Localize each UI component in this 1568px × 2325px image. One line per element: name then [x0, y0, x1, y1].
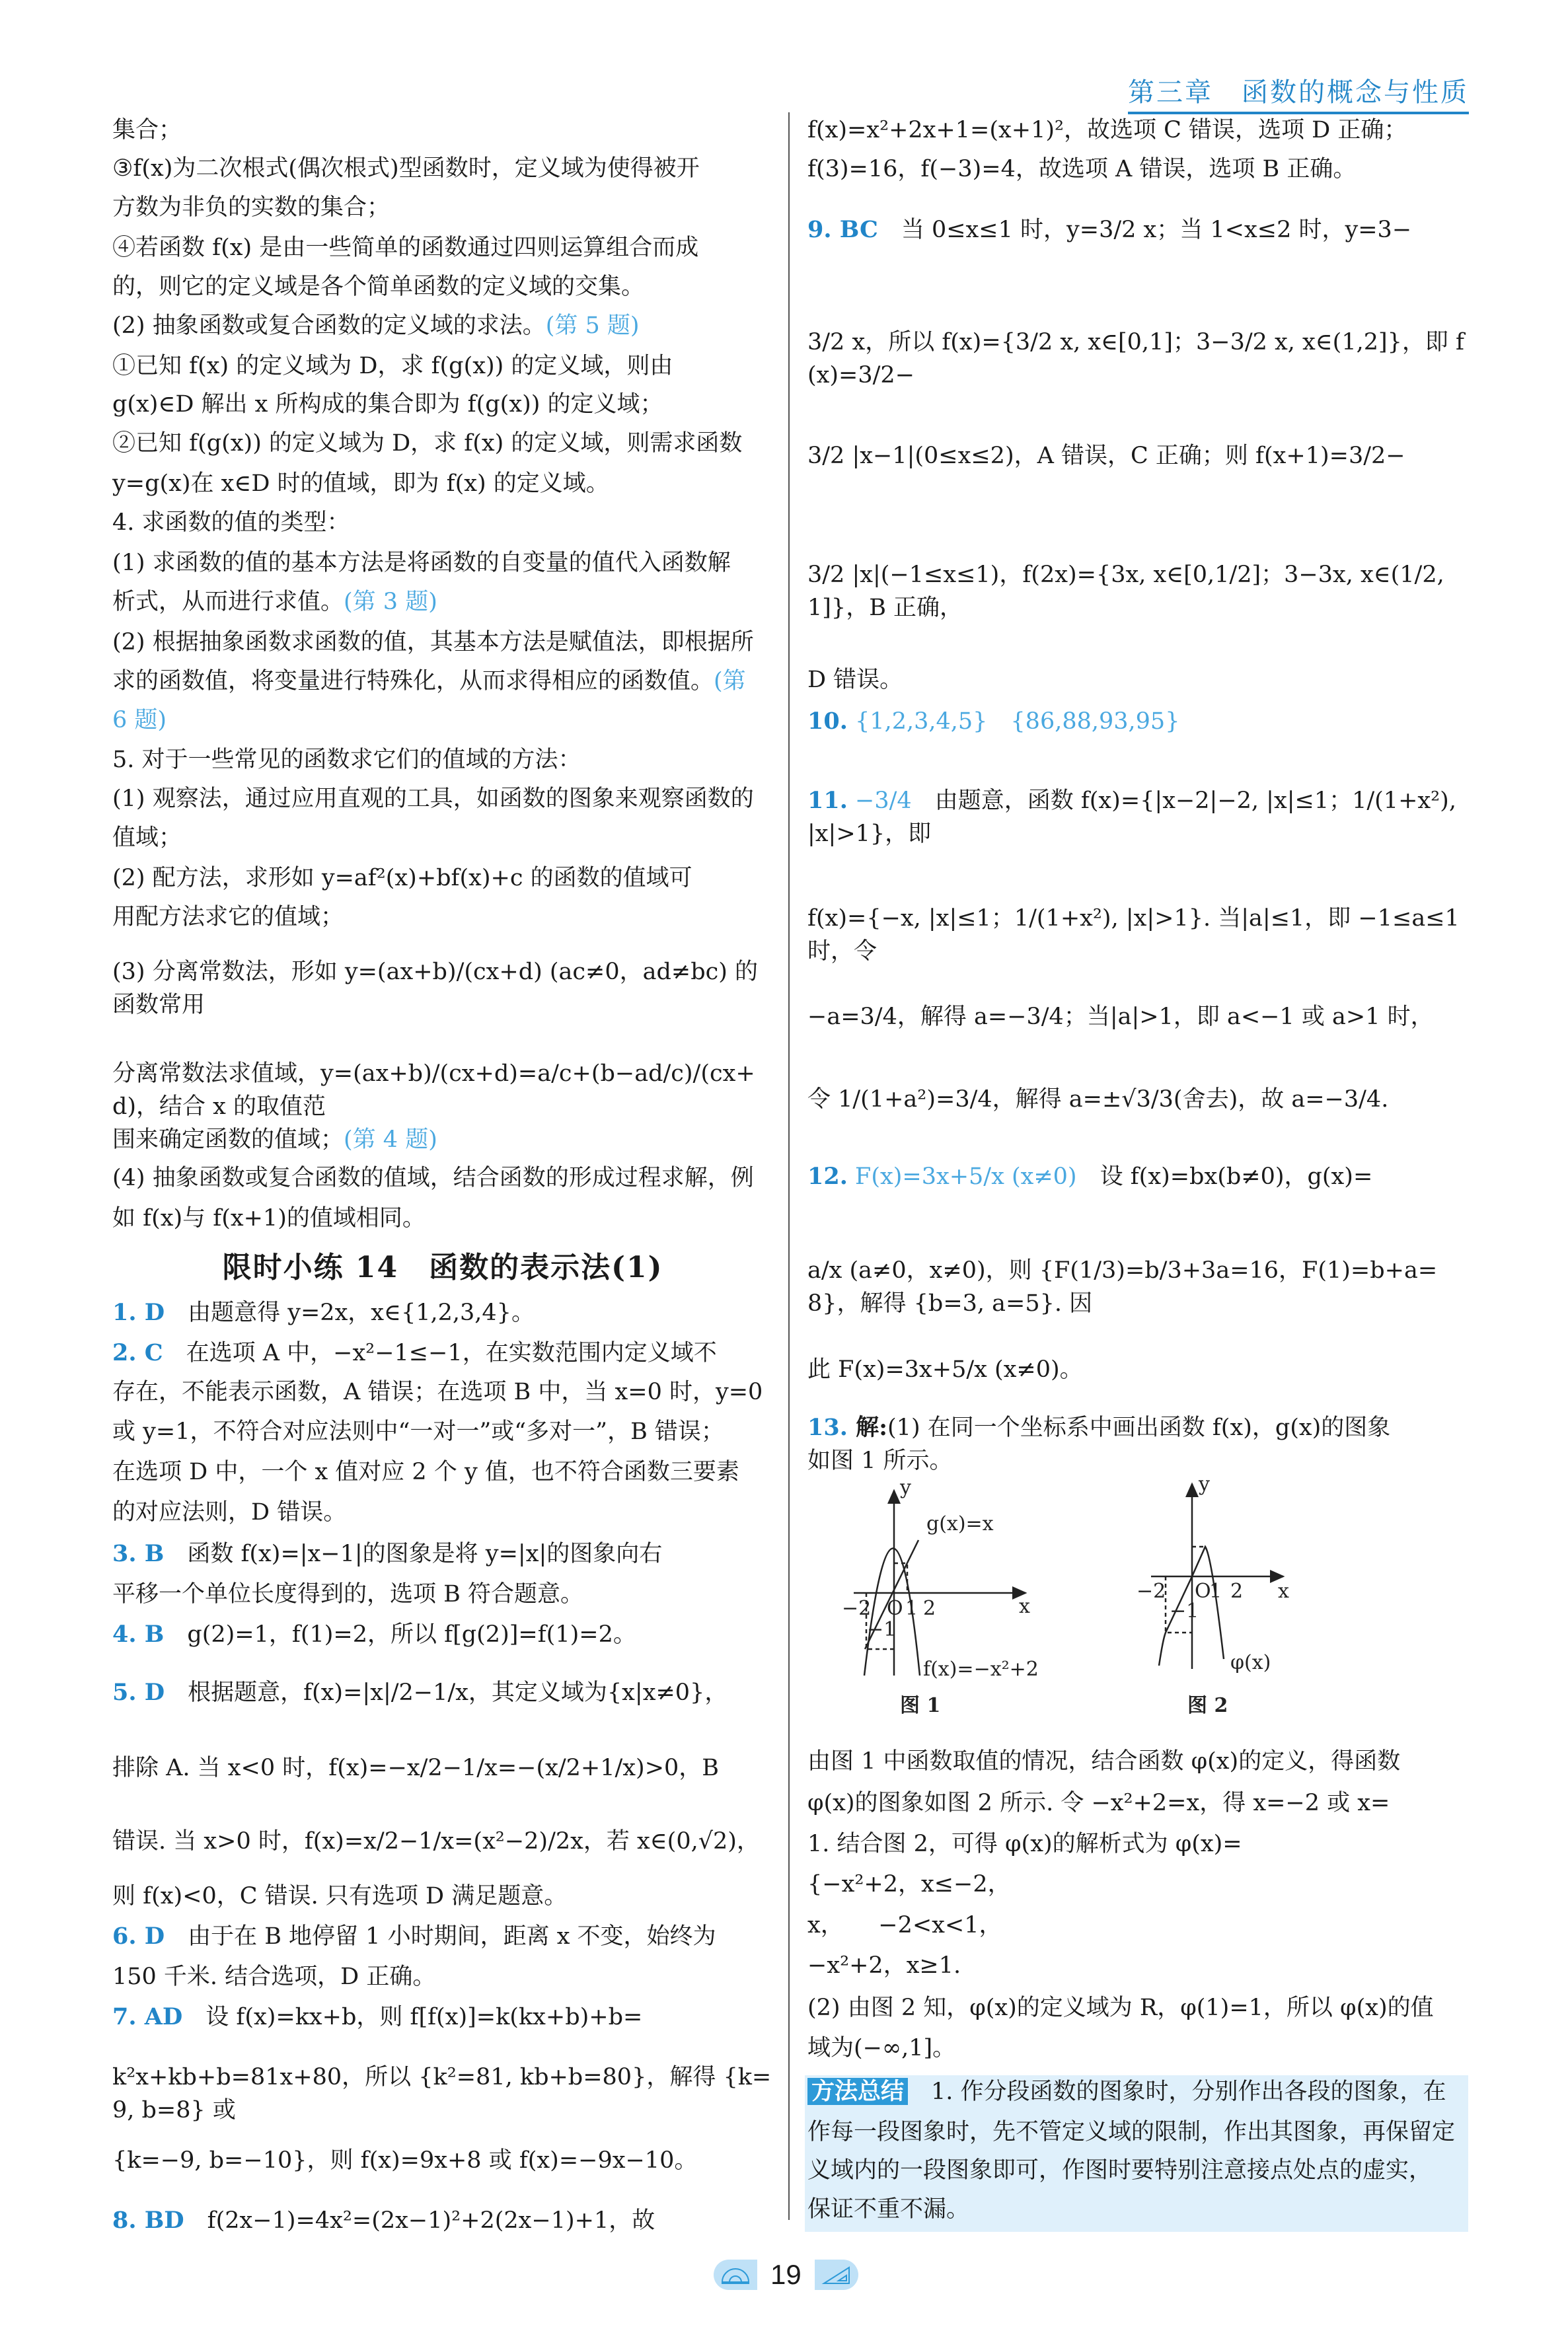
- text-segment: −x²+2，x≥1.: [807, 1952, 961, 1979]
- text-segment: ④若函数 f(x) 是由一些简单的函数通过四则运算组合而成: [112, 235, 699, 261]
- right-text-line: [807, 1827, 1468, 1868]
- text-segment: 平移一个单位长度得到的，选项 B 符合题意。: [112, 1581, 583, 1607]
- fig2-tick: 1: [1209, 1580, 1222, 1603]
- left-text-line: [112, 231, 773, 270]
- text-segment: 如图 1 所示。: [807, 1448, 953, 1474]
- left-text-line: [112, 901, 773, 955]
- left-text-line: [112, 350, 773, 388]
- text-segment: 围来确定函数的值域；: [112, 1126, 344, 1153]
- text-segment: g(x)∈D 解出 x 所构成的集合即为 f(g(x)) 的定义域；: [112, 391, 663, 418]
- left-text-line: [112, 152, 773, 191]
- text-segment: 集合；: [112, 117, 182, 143]
- right-text-line: [807, 213, 1468, 326]
- text-segment: (2) 配方法，求形如 y=af²(x)+bf(x)+c 的函数的值域可: [112, 865, 692, 891]
- right-text-line: [807, 1000, 1468, 1083]
- left-text-line: [112, 309, 773, 350]
- text-segment: 令 1/(1+a²)=3/4，解得 a=±√3/3(舍去)，故 a=−3/4.: [807, 1086, 1389, 1113]
- text-segment: 3/2 x，所以 f(x)={3/2 x, x∈[0,1]；3−3/2 x, x∈(1,2]}，即 f(x)=3/2−: [807, 329, 1464, 388]
- left-text-line: [112, 1376, 773, 1415]
- set-square-icon: [815, 2260, 858, 2290]
- right-text-line: [807, 2193, 1468, 2232]
- left-text-line: [112, 782, 773, 821]
- text-segment: 函数 f(x)=|x−1|的图象是将 y=|x|的图象向右: [164, 1541, 663, 1567]
- left-text-line: [112, 821, 773, 862]
- fig2-tick: 2: [1230, 1580, 1244, 1603]
- text-segment: (2) 根据抽象函数求函数的值，其基本方法是赋值法，即根据所: [112, 629, 754, 655]
- text-segment: 150 千米. 结合选项，D 正确。: [112, 1964, 436, 1990]
- text-segment: 设 f(x)=bx(b≠0)，g(x)=: [1076, 1163, 1373, 1190]
- fig2-caption: 图 2: [1187, 1694, 1228, 1717]
- left-text-line: [112, 114, 773, 152]
- text-segment: 1. 作分段函数的图象时，分别作出各段的图象，在: [908, 2079, 1446, 2105]
- right-text-line: [807, 2032, 1468, 2075]
- fig2-x-label: x: [1278, 1580, 1289, 1603]
- right-text-line: [807, 784, 1468, 902]
- text-segment: 作每一段图象时，先不管定义域的限制，作出其图象，再保留定: [807, 2119, 1456, 2145]
- reference-note: (第: [714, 668, 746, 694]
- text-segment: (3) 分离常数法，形如 y=(ax+b)/(cx+d) (ac≠0，ad≠bc) 的函数常用: [112, 959, 758, 1018]
- fig2-tick: −2: [1137, 1580, 1166, 1603]
- right-text-line: [807, 1991, 1468, 2032]
- answer-label: 7. AD: [112, 2003, 183, 2030]
- text-segment: 排除 A. 当 x<0 时，f(x)=−x/2−1/x=−(x/2+1/x)>0，B: [112, 1755, 720, 1781]
- text-segment: 由图 1 中函数取值的情况，结合函数 φ(x)的定义，得函数: [807, 1748, 1401, 1775]
- fig1-caption: 图 1: [900, 1694, 941, 1717]
- answer-label: 4. B: [112, 1621, 165, 1648]
- answer-label: 1. D: [112, 1299, 165, 1326]
- fig1-tick: 2: [923, 1597, 936, 1620]
- text-segment: ②已知 f(g(x)) 的定义域为 D，求 f(x) 的定义域，则需求函数: [112, 430, 743, 457]
- left-text-line: [112, 1496, 773, 1537]
- text-segment: (2) 由图 2 知，φ(x)的定义域为 R，φ(1)=1，所以 φ(x)的值: [807, 1995, 1434, 2021]
- function-graphs: [807, 1477, 1468, 1745]
- text-segment: 或 y=1，不符合对应法则中“一对一”或“多对一”，B 错误；: [112, 1419, 724, 1445]
- reference-note: (第 3 题): [344, 589, 437, 615]
- answer-label: 10.: [807, 708, 848, 735]
- fig1-x-label: x: [1019, 1595, 1030, 1618]
- left-text-line: [112, 506, 773, 546]
- right-column: [807, 114, 1468, 2232]
- right-text-line: [807, 1160, 1468, 1254]
- left-text-line: [112, 1825, 773, 1880]
- left-text-line: [112, 665, 773, 704]
- section-title: 限时小练 14 函数的表示法(1): [222, 1251, 663, 1284]
- answer-label: 13.: [807, 1414, 848, 1441]
- text-segment: {−x²+2，x≤−2，: [807, 1871, 1011, 1898]
- left-text-line: [112, 1337, 773, 1376]
- text-segment: 当 0≤x≤1 时，y=3/2 x；当 1<x≤2 时，y=3−: [877, 217, 1412, 243]
- left-text-line: [112, 467, 773, 506]
- text-segment: 方数为非负的实数的集合；: [112, 194, 391, 221]
- reference-note: (第 4 题): [344, 1126, 437, 1153]
- text-segment: 如 f(x)与 f(x+1)的值域相同。: [112, 1205, 426, 1232]
- right-text-line: [807, 1949, 1468, 1991]
- right-text-line: [807, 326, 1468, 439]
- left-text-line: [112, 270, 773, 309]
- text-segment: φ(x)的图象如图 2 所示. 令 −x²+2=x，得 x=−2 或 x=: [807, 1790, 1390, 1816]
- text-segment: 1. 结合图 2，可得 φ(x)的解析式为 φ(x)=: [807, 1831, 1242, 1857]
- right-text-line: [807, 902, 1468, 1000]
- left-text-line: [112, 1880, 773, 1920]
- text-segment: 域为(−∞,1]。: [807, 2035, 956, 2061]
- left-text-line: [112, 388, 773, 427]
- left-column: [112, 114, 773, 2243]
- left-text-line: [112, 704, 773, 743]
- text-segment: g(2)=1，f(1)=2，所以 f[g(2)]=f(1)=2。: [164, 1621, 636, 1648]
- right-text-line: [807, 1868, 1468, 1909]
- right-text-line: [807, 663, 1468, 705]
- text-segment: 值域；: [112, 825, 182, 851]
- left-text-line: [112, 955, 773, 1057]
- figure-2: [1151, 1484, 1283, 1669]
- text-segment: 的对应法则，D 错误。: [112, 1499, 347, 1526]
- right-text-line: [807, 1444, 1468, 1477]
- text-segment: 求的函数值，将变量进行特殊化，从而求得相应的函数值。: [112, 668, 714, 694]
- text-segment: 的，则它的定义域是各个简单函数的定义域的交集。: [112, 274, 645, 300]
- fig2-tick: −1: [1170, 1600, 1199, 1623]
- text-segment: a/x (a≠0，x≠0)，则 {F(1/3)=b/3+3a=16，F(1)=b+a=8}，解得 {b=3, a=5}. 因: [807, 1257, 1438, 1317]
- left-text-line: [112, 1162, 773, 1202]
- fig2-y-label: y: [1199, 1477, 1210, 1496]
- text-segment: 由题意得 y=2x，x∈{1,2,3,4}。: [165, 1300, 535, 1326]
- left-text-line: [112, 191, 773, 231]
- fig1-f-label: f(x)=−x²+2: [923, 1658, 1039, 1681]
- right-text-line: [807, 1745, 1468, 1787]
- right-text-line: [807, 2116, 1468, 2154]
- reference-note: F(x)=3x+5/x (x≠0): [847, 1163, 1077, 1190]
- left-text-line: [112, 1578, 773, 1618]
- left-text-line: [112, 1752, 773, 1825]
- text-segment: y=g(x)在 x∈D 时的值域，即为 f(x) 的定义域。: [112, 470, 609, 497]
- text-segment: 在选项 A 中，−x²−1≤−1，在实数范围内定义域不: [163, 1340, 717, 1366]
- text-segment: (4) 抽象函数或复合函数的值域，结合函数的形成过程求解，例: [112, 1165, 754, 1191]
- text-segment: 由题意，函数 f(x)={|x−2|−2, |x|≤1；1/(1+x²), |x|>1}，即: [807, 788, 1456, 847]
- fig1-tick: −2: [842, 1597, 872, 1620]
- right-text-line: [807, 1411, 1468, 1444]
- left-text-line: [112, 1415, 773, 1456]
- left-text-line: [112, 2144, 773, 2204]
- right-text-line: [807, 1254, 1468, 1353]
- right-text-line: [807, 1787, 1468, 1827]
- right-text-line: [807, 1083, 1468, 1160]
- answer-label: 8. BD: [112, 2207, 184, 2234]
- text-segment: 存在，不能表示函数，A 错误；在选项 B 中，当 x=0 时，y=0: [112, 1379, 763, 1405]
- left-text-line: [112, 1960, 773, 2001]
- text-segment: D 错误。: [807, 667, 903, 693]
- left-text-line: [112, 1123, 773, 1162]
- text-segment: 5. 对于一些常见的函数求它们的值域的方法：: [112, 747, 581, 773]
- left-text-line: [112, 1618, 773, 1676]
- right-text-line: [807, 2154, 1468, 2193]
- text-segment: 析式，从而进行求值。: [112, 589, 344, 615]
- text-segment: (2) 抽象函数或复合函数的定义域的求法。: [112, 313, 546, 339]
- left-text-line: [112, 1057, 773, 1123]
- fig1-g-label: g(x)=x: [926, 1512, 994, 1535]
- text-segment: ①已知 f(x) 的定义域为 D，求 f(g(x)) 的定义域，则由: [112, 353, 673, 379]
- left-text-line: [112, 743, 773, 782]
- text-segment: 设 f(x)=kx+b，则 f[f(x)]=k(kx+b)+b=: [182, 2004, 643, 2030]
- text-segment: 此 F(x)=3x+5/x (x≠0)。: [807, 1356, 1083, 1383]
- chapter-header: 第三章 函数的概念与性质: [1128, 71, 1469, 114]
- answer-label: 5. D: [112, 1679, 165, 1706]
- text-segment: 由于在 B 地停留 1 小时期间，距离 x 不变，始终为: [165, 1923, 716, 1950]
- answer-label: 6. D: [112, 1923, 165, 1950]
- right-text-line: [807, 558, 1468, 663]
- text-segment: k²x+kb+b=81x+80，所以 {k²=81, kb+b=80}，解得 {k=9, b=8} 或: [112, 2064, 772, 2123]
- left-text-line: [112, 2061, 773, 2144]
- left-text-line: [112, 2001, 773, 2061]
- text-segment: 则 f(x)<0，C 错误. 只有选项 D 满足题意。: [112, 1883, 568, 1909]
- text-segment: x， −2<x<1，: [807, 1912, 1002, 1938]
- left-text-line: [112, 1296, 773, 1337]
- text-segment: (1) 观察法，通过应用直观的工具，如函数的图象来观察函数的: [112, 786, 754, 812]
- text-segment: 根据题意，f(x)=|x|/2−1/x，其定义域为{x|x≠0}，: [165, 1679, 728, 1706]
- fig1-tick: −1: [867, 1618, 897, 1641]
- text-segment: f(x)={−x, |x|≤1；1/(1+x²), |x|>1}. 当|a|≤1，即 −1≤a≤1 时，令: [807, 905, 1460, 965]
- reference-note: 6 题): [112, 707, 167, 733]
- left-text-line: [112, 585, 773, 626]
- text-segment: (1) 在同一个坐标系中画出函数 f(x)，g(x)的图象: [887, 1415, 1391, 1441]
- text-segment: f(3)=16，f(−3)=4，故选项 A 错误，选项 B 正确。: [807, 156, 1357, 182]
- answer-label: 12.: [807, 1163, 848, 1190]
- text-segment: 义域内的一段图象即可，作图时要特别注意接点处点的虚实，: [807, 2157, 1433, 2184]
- reference-note: −3/4: [847, 788, 912, 814]
- text-segment: 3/2 |x−1|(0≤x≤2)，A 错误，C 正确；则 f(x+1)=3/2−: [807, 443, 1405, 469]
- text-segment: 在选项 D 中，一个 x 值对应 2 个 y 值，也不符合函数三要素: [112, 1459, 739, 1485]
- left-text-line: [112, 862, 773, 901]
- fig1-origin: O: [887, 1597, 903, 1620]
- method-summary-box: [805, 2075, 1468, 2232]
- text-segment: ③f(x)为二次根式(偶次根式)型函数时，定义域为使得被开: [112, 155, 700, 182]
- text-segment: −a=3/4，解得 a=−3/4；当|a|>1，即 a<−1 或 a>1 时，: [807, 1004, 1434, 1030]
- right-text-line: [807, 114, 1468, 153]
- answer-label: 11.: [807, 787, 848, 814]
- text-segment: f(x)=x²+2x+1=(x+1)²，故选项 C 错误，选项 D 正确；: [807, 117, 1407, 143]
- protractor-icon: [714, 2260, 757, 2290]
- fig2-origin: O: [1195, 1580, 1211, 1603]
- text-segment: 错误. 当 x>0 时，f(x)=x/2−1/x=(x²−2)/2x，若 x∈(0,√2)，: [112, 1828, 760, 1855]
- page-number: 19: [770, 2259, 802, 2290]
- right-text-line: [807, 439, 1468, 558]
- fig1-y-label: y: [900, 1477, 911, 1499]
- fig1-tick: 1: [905, 1597, 918, 1620]
- answer-label: 2. C: [112, 1339, 163, 1366]
- fig2-phi-label: φ(x): [1230, 1651, 1271, 1674]
- right-text-line: [807, 2075, 1468, 2116]
- left-text-line: [112, 626, 773, 665]
- right-text-line: [807, 153, 1468, 213]
- text-segment: 分离常数法求值域，y=(ax+b)/(cx+d)=a/c+(b−ad/c)/(cx+d)，结合 x 的取值范: [112, 1060, 755, 1120]
- answer-label: 3. B: [112, 1540, 165, 1567]
- reference-note: {1,2,3,4,5} {86,88,93,95}: [847, 708, 1180, 735]
- left-text-line: [112, 1920, 773, 1960]
- page-footer: [714, 2260, 858, 2290]
- text-segment: 4. 求函数的值的类型：: [112, 509, 350, 536]
- text-segment: 3/2 |x|(−1≤x≤1)，f(2x)={3x, x∈[0,1/2]；3−3x, x∈(1/2,1]}，B 正确，: [807, 562, 1444, 621]
- left-text-line: [112, 1456, 773, 1496]
- reference-note: (第 5 题): [545, 313, 640, 339]
- right-text-line: [807, 705, 1468, 784]
- left-text-line: [112, 2204, 773, 2243]
- right-text-line: [807, 1909, 1468, 1949]
- method-summary-label: 方法总结: [807, 2078, 908, 2105]
- left-text-line: [112, 546, 773, 585]
- left-text-line: [112, 1202, 773, 1248]
- text-segment: 保证不重不漏。: [807, 2196, 970, 2223]
- figures: [807, 1477, 1468, 1745]
- left-text-line: [112, 1676, 773, 1752]
- left-text-line: [112, 1537, 773, 1578]
- text-segment: 用配方法求它的值域；: [112, 904, 344, 930]
- answer-label: 9. BC: [807, 216, 878, 243]
- text-segment: f(2x−1)=4x²=(2x−1)²+2(2x−1)+1，故: [184, 2207, 655, 2234]
- reference-note: 解:: [847, 1414, 888, 1441]
- left-text-line: [112, 427, 773, 467]
- text-segment: (1) 求函数的值的基本方法是将函数的自变量的值代入函数解: [112, 550, 731, 576]
- text-segment: {k=−9, b=−10}，则 f(x)=9x+8 或 f(x)=−9x−10。: [112, 2147, 698, 2174]
- column-divider: [788, 112, 790, 2220]
- right-text-line: [807, 1353, 1468, 1411]
